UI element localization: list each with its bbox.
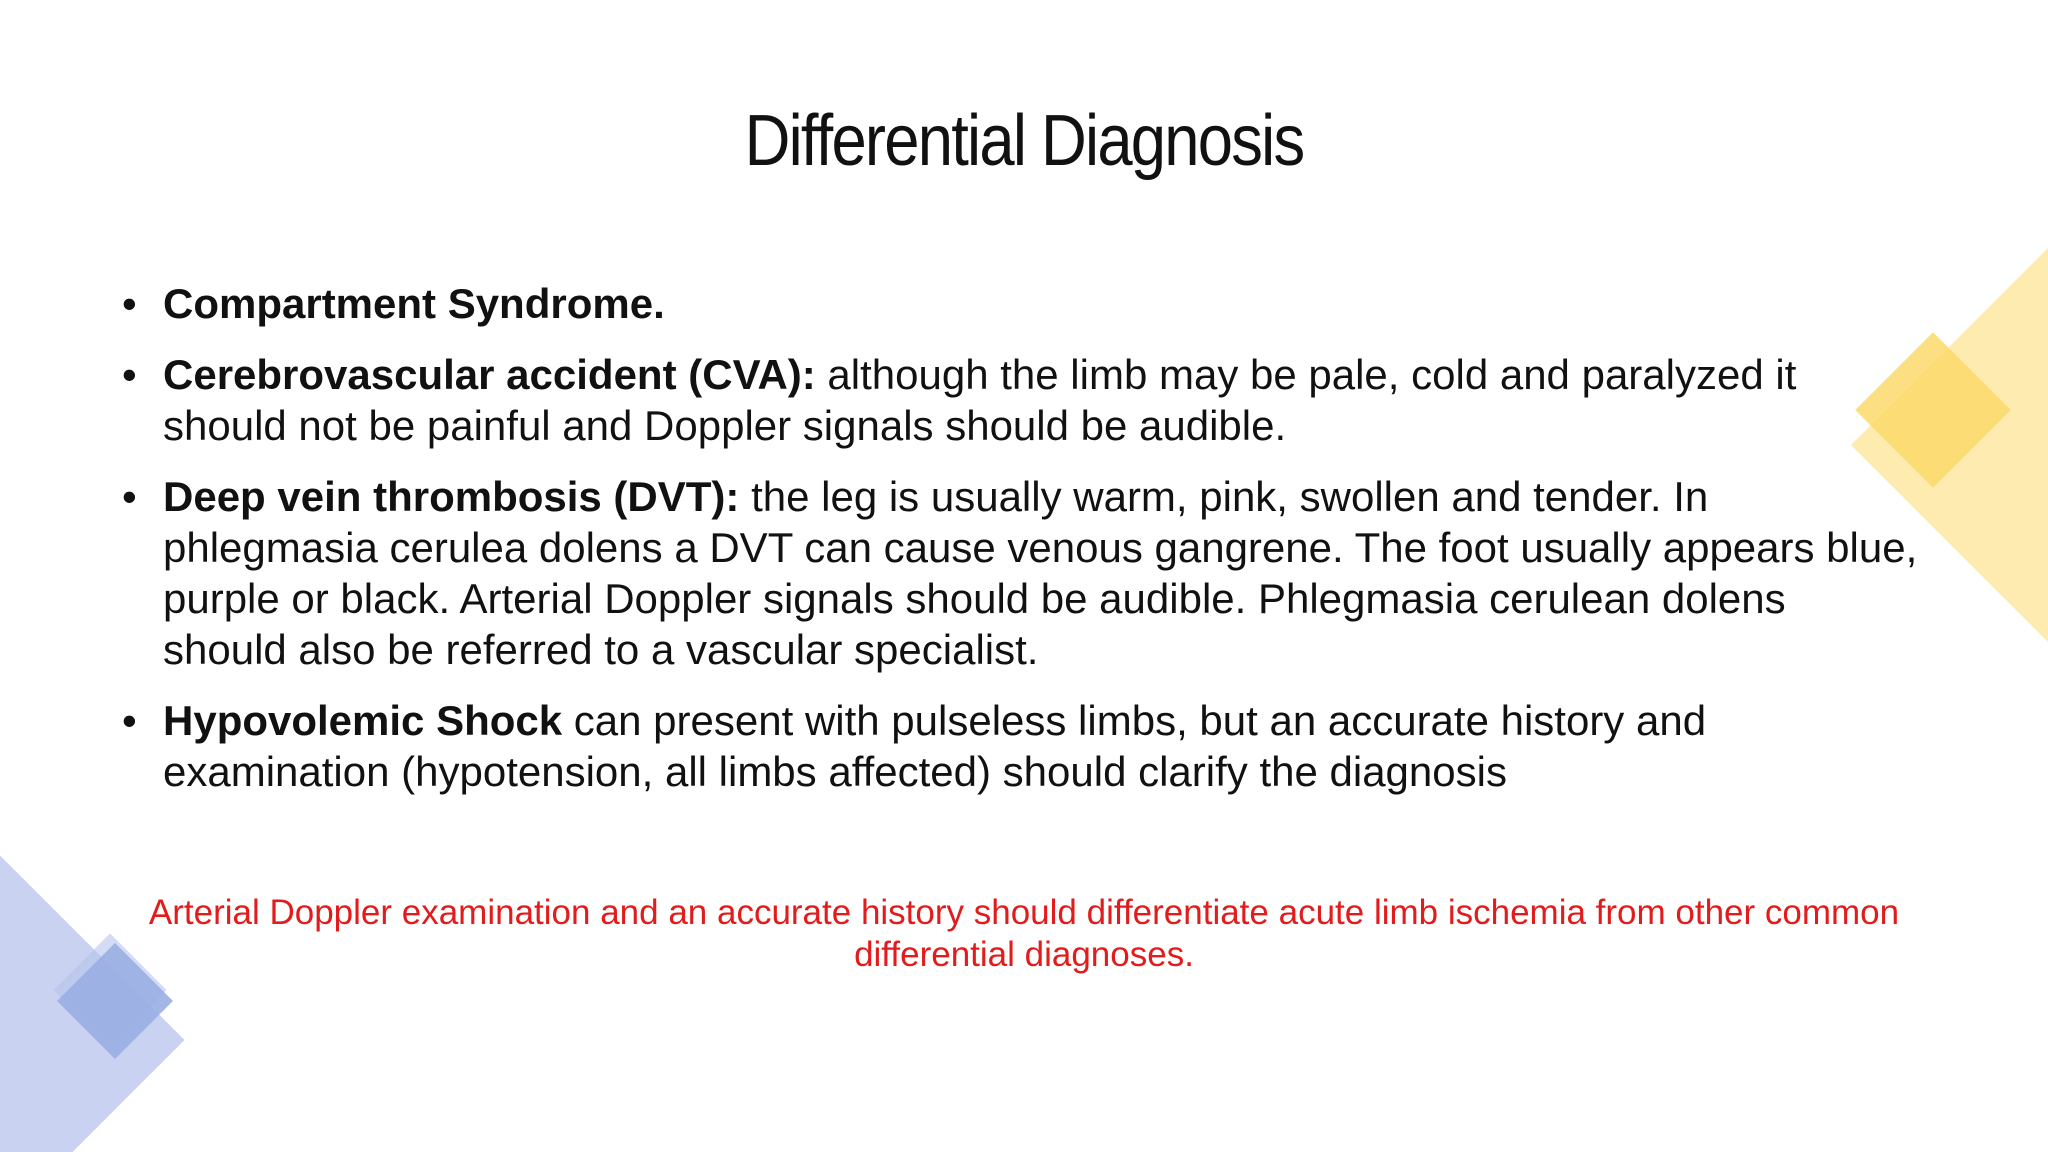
bullet-list — [118, 278, 1918, 817]
bullet-heading: Deep vein thrombosis (DVT): — [163, 473, 740, 520]
slide-title: Differential Diagnosis — [744, 101, 1304, 181]
bullet-text: can present with pulseless limbs, but an accurate history and examination (hypotension, all limbs affected) should clarify the diagnosis — [163, 697, 1707, 795]
summary-note: Arterial Doppler examination and an accurate history should differentiate acute limb ischemia from other common differential diagnoses. — [148, 893, 1900, 974]
bullet-item — [118, 471, 1918, 675]
bullet-text: although the limb may be pale, cold and paralyzed it should not be painful and Doppler signals should be audible. — [163, 351, 1797, 449]
bullet-item — [118, 349, 1918, 451]
bullet-item — [118, 278, 1918, 329]
bullet-item — [118, 695, 1918, 797]
bullet-heading: Compartment Syndrome. — [163, 280, 665, 327]
bullet-heading: Cerebrovascular accident (CVA): — [163, 351, 816, 398]
bullet-text: the leg is usually warm, pink, swollen and tender. In phlegmasia cerulea dolens a DVT can cause venous gangrene. The foot usually appears blue, purple or black. Arterial Doppler signals should be audible. Phlegmasia cerulean dolens should also be referred to a vascular specialist. — [163, 473, 1918, 673]
bullet-heading: Hypovolemic Shock — [163, 697, 563, 744]
